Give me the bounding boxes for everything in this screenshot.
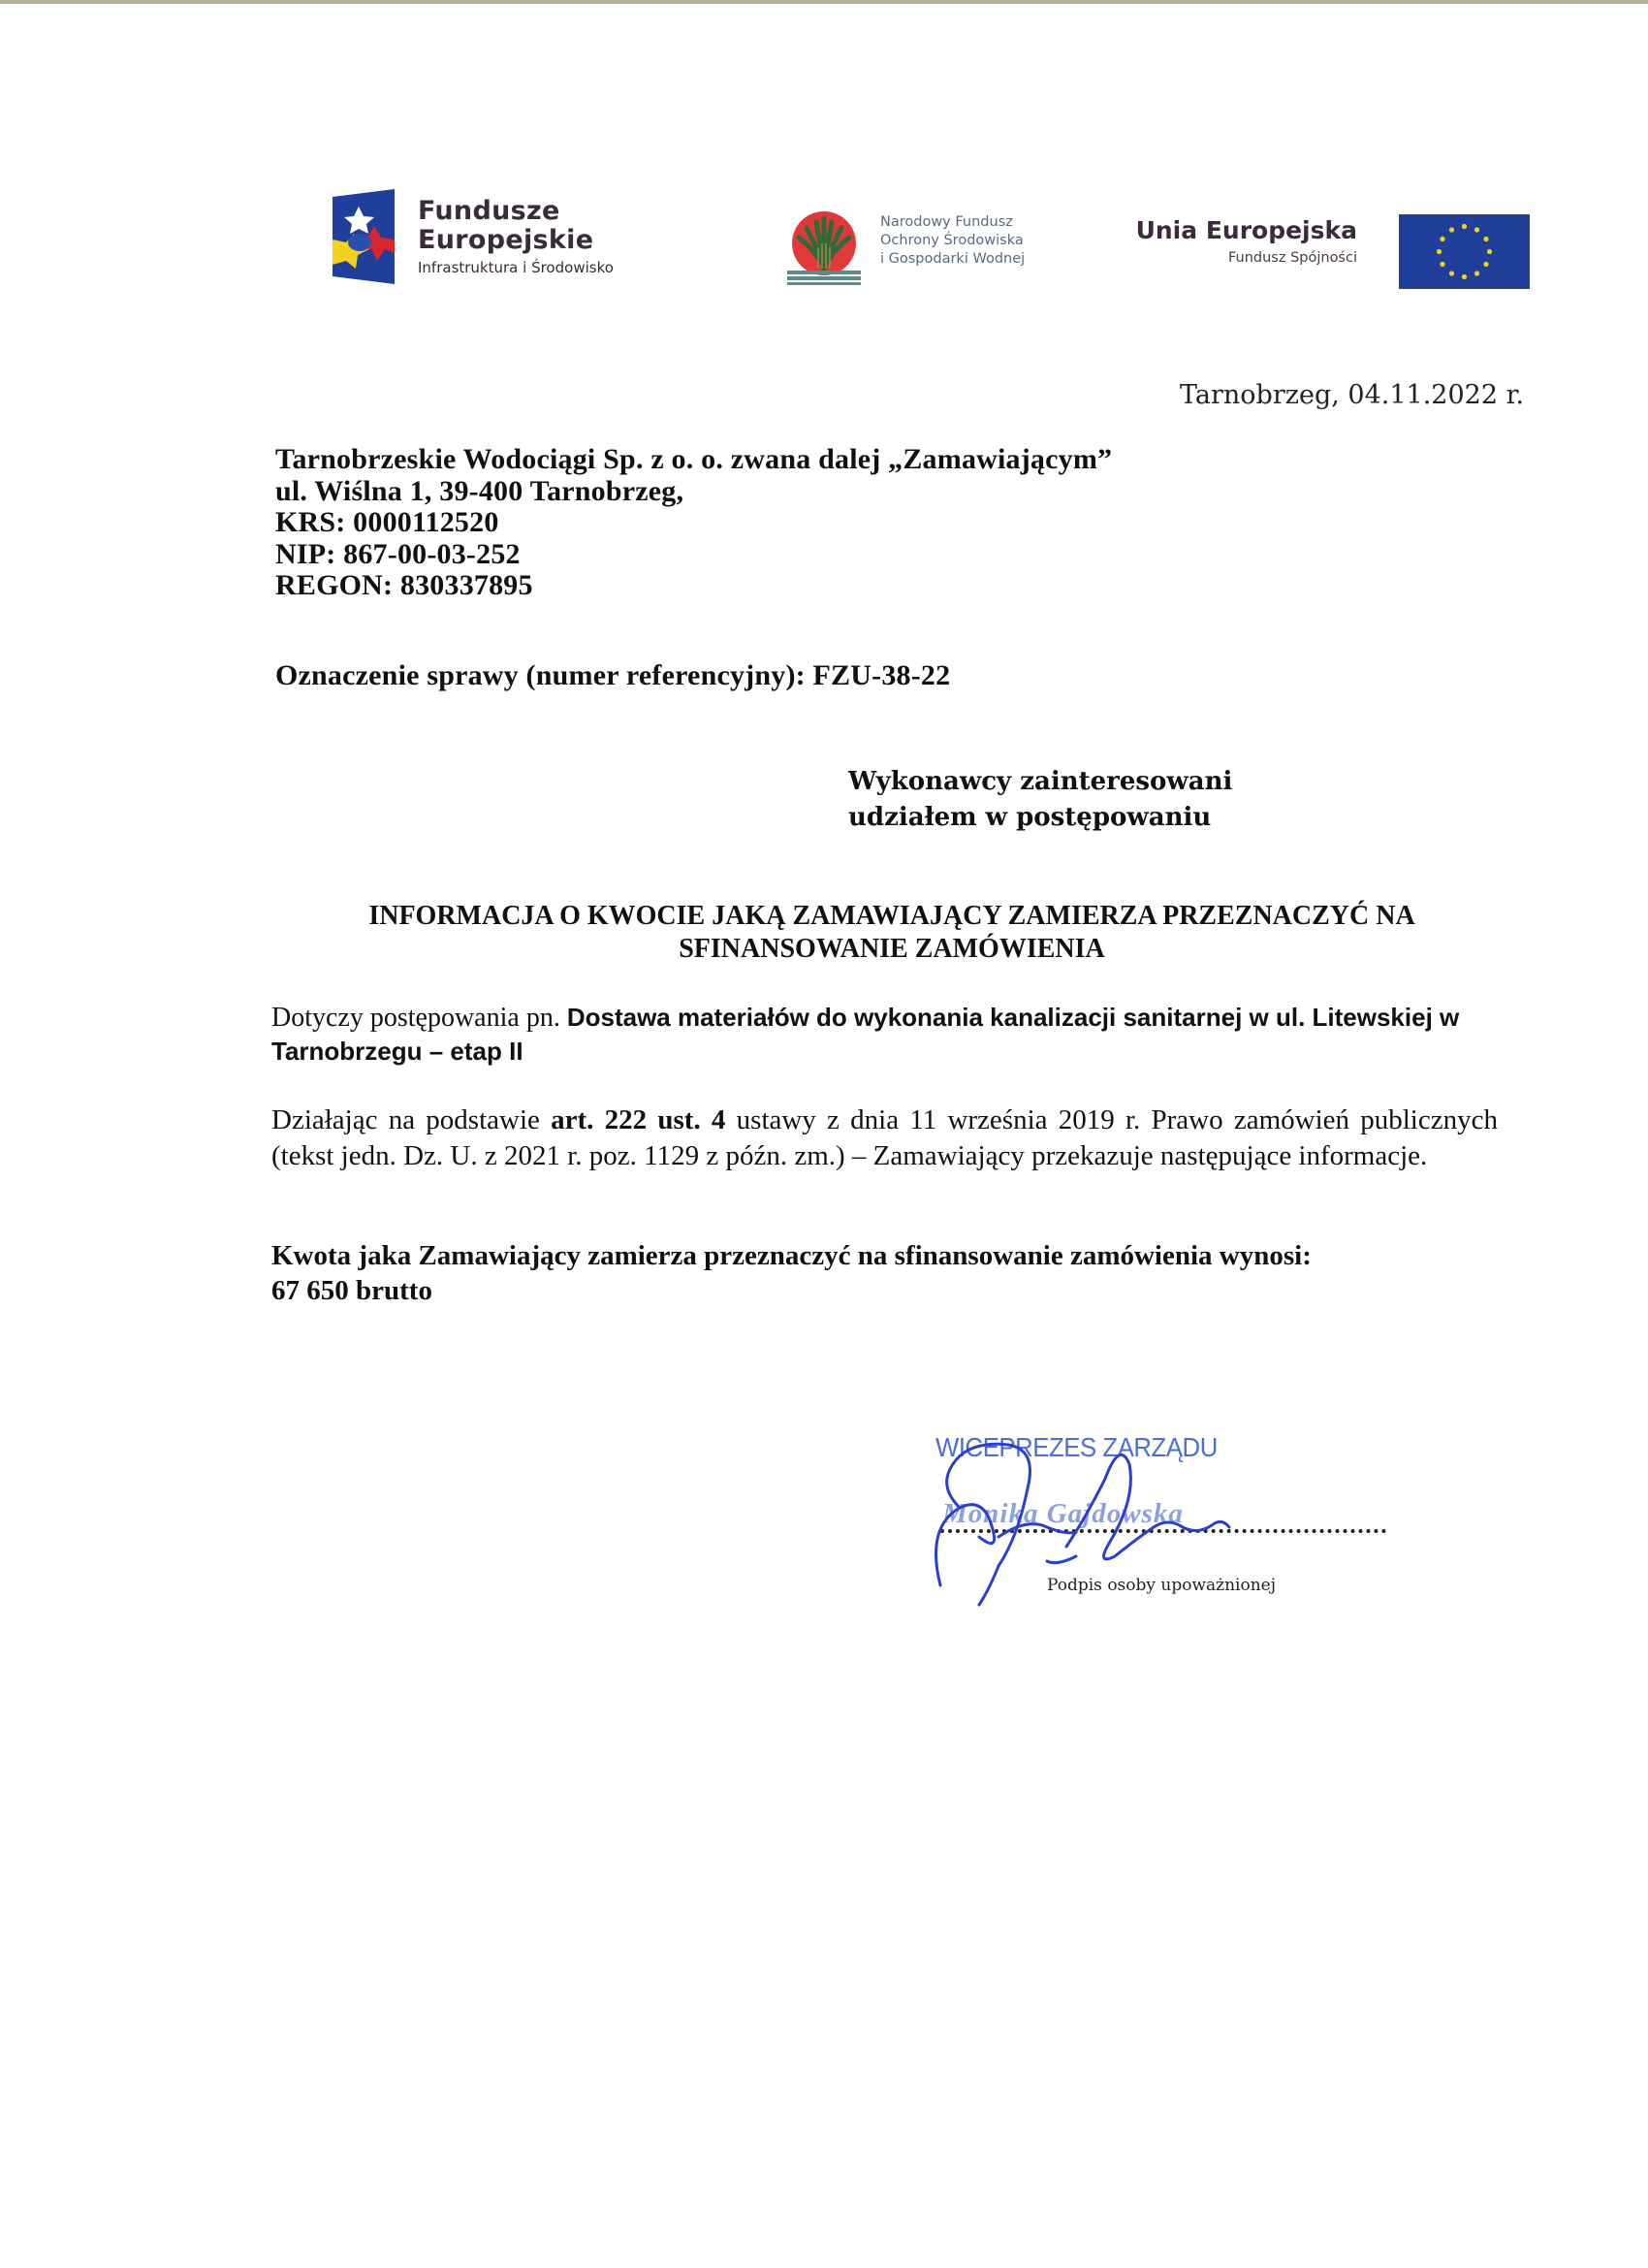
nfosigw-emblem-icon [785, 208, 865, 286]
legal-before: Działając na podstawie [271, 1104, 552, 1135]
eu-star-icon [1449, 271, 1454, 275]
eu-star-icon [1483, 262, 1488, 267]
sender-regon: REGON: 830337895 [275, 569, 533, 601]
eu-star-icon [1437, 249, 1442, 254]
eu-star-icon [1487, 249, 1492, 254]
recipient-block [848, 764, 1232, 836]
eu-star-icon [1462, 224, 1467, 229]
fe-flag-icon [333, 189, 395, 284]
legal-article: art. 222 ust. 4 [551, 1104, 726, 1135]
eu-star-icon [1449, 227, 1454, 232]
sender-krs: KRS: 0000112520 [275, 506, 499, 538]
fe-line2: Europejskie [418, 225, 594, 255]
sender-nip: NIP: 867-00-03-252 [275, 537, 521, 570]
eu-star-icon [1440, 262, 1444, 267]
nfosigw-logo [785, 204, 1086, 296]
fe-line1: Fundusze [418, 196, 560, 226]
document-title [291, 900, 1493, 966]
fe-line3: Infrastruktura i Środowisko [418, 259, 614, 276]
eu-star-icon [1483, 237, 1488, 241]
title-line2: SFINANSOWANIE ZAMÓWIENIA [679, 934, 1105, 964]
recipient-line1: Wykonawcy zainteresowani [848, 767, 1233, 796]
signature-dotted-line [940, 1529, 1386, 1533]
stamp-name: Monika Gajdowska [942, 1498, 1184, 1529]
sender-block [275, 444, 1112, 602]
amount-value: 67 650 brutto [271, 1275, 432, 1306]
subject-name: Dostawa materiałów do wykonania kanalizacji sanitarnej w ul. Litewskiej w Tarnobrzegu – etap II [271, 1003, 1460, 1066]
stamp-title: WICEPREZES ZARZĄDU [935, 1432, 1218, 1462]
unia-europejska-logo [1134, 208, 1541, 296]
signature-caption: Podpis osoby upoważnionej [1047, 1576, 1277, 1595]
eu-star-icon [1474, 227, 1479, 232]
legal-after: ustawy z dnia 11 września 2019 r. Prawo zamówień publicznych (tekst jedn. Dz. U. z 2021 r. poz. 1129 z późn. zm.) – Zamawiający przekazuje następujące informacje. [271, 1104, 1498, 1171]
amount-text: Kwota jaka Zamawiający zamierza przeznaczyć na sfinansowanie zamówienia wynosi: [271, 1240, 1312, 1271]
place-date: Tarnobrzeg, 04.11.2022 r. [1180, 380, 1525, 410]
subject-lead: Dotyczy postępowania pn. [271, 1003, 567, 1033]
scan-edge [0, 0, 1648, 4]
fundusze-europejskie-logo [333, 189, 701, 291]
signature-area [921, 1421, 1396, 1614]
sender-address: ul. Wiślna 1, 39-400 Tarnobrzeg, [275, 474, 684, 507]
eu-star-icon [1474, 271, 1479, 275]
legal-basis-paragraph [271, 1102, 1498, 1174]
ue-line2: Fundusz Spójności [1227, 250, 1357, 266]
eu-flag-icon [1399, 214, 1530, 289]
amount-paragraph [271, 1238, 1498, 1308]
nf-line1: Narodowy Fundusz [880, 214, 1013, 230]
nf-line2: Ochrony Środowiska [880, 233, 1024, 248]
recipient-line2: udziałem w postępowaniu [848, 803, 1212, 832]
case-reference: Oznaczenie sprawy (numer referencyjny): FZU-38-22 [275, 659, 951, 691]
ue-line1: Unia Europejska [1135, 216, 1357, 244]
nf-line3: i Gospodarki Wodnej [880, 251, 1026, 267]
title-line1: INFORMACJA O KWOCIE JAKĄ ZAMAWIAJĄCY ZAMIERZA PRZEZNACZYĆ NA [368, 901, 1415, 931]
sender-name: Tarnobrzeskie Wodociągi Sp. z o. o. zwana dalej „Zamawiającym” [275, 443, 1113, 475]
subject-paragraph [271, 1001, 1498, 1069]
eu-star-icon [1462, 274, 1467, 279]
eu-star-icon [1440, 237, 1444, 241]
